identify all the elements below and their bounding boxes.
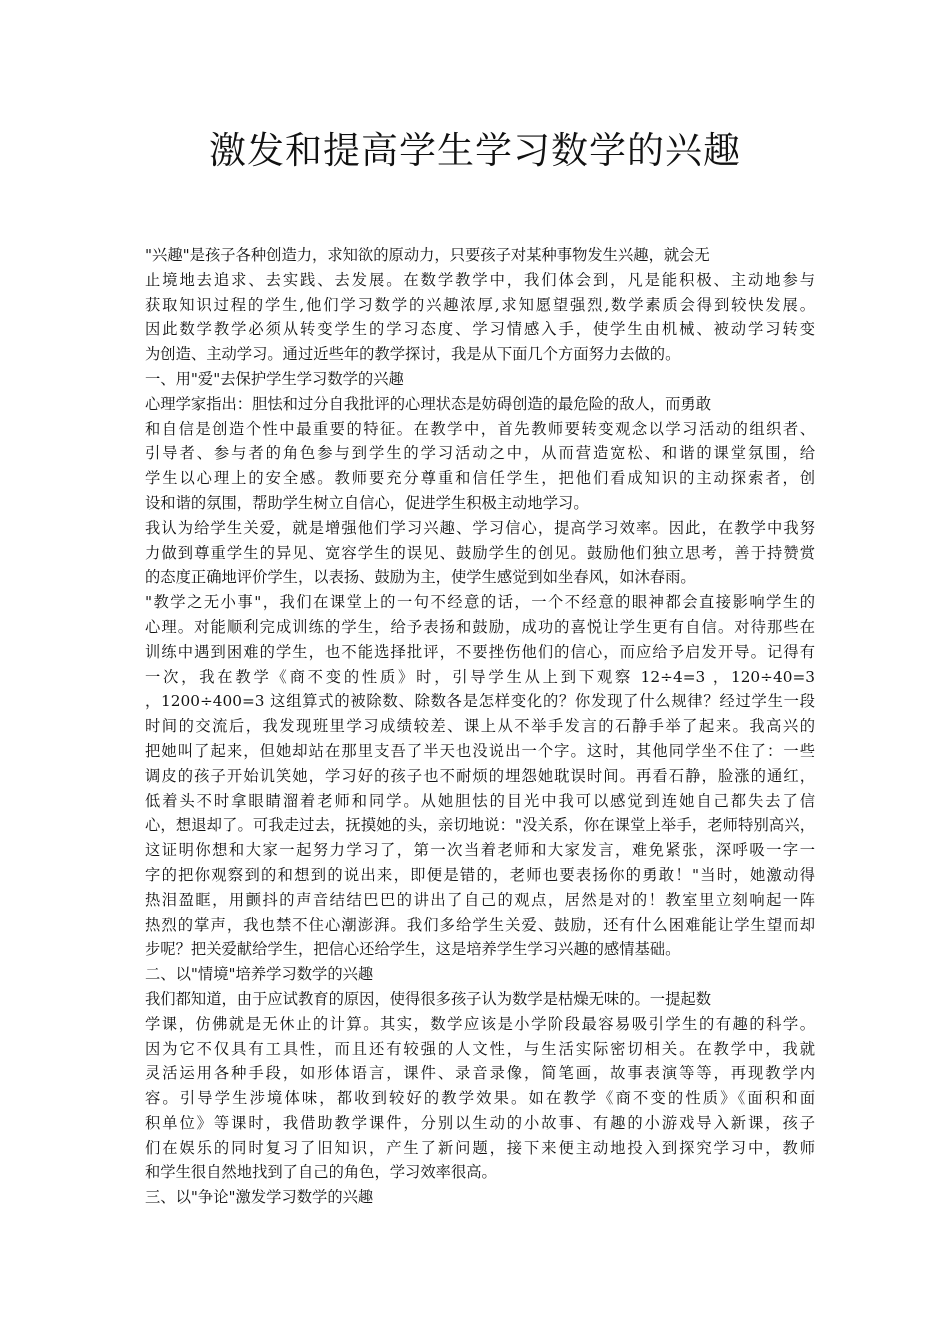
section-heading: 一、用"爱"去保护学生学习数学的兴趣 (145, 369, 404, 388)
paragraph-line: 学生以心理上的安全感。教师要充分尊重和信任学生，把他们看成知识的主动探索者，创 (145, 469, 815, 488)
paragraph-line: 灵活运用各种手段，如形体语言，课件、录音录像，简笔画，故事表演等等，再现教学内 (145, 1064, 815, 1083)
paragraph-line: 力做到尊重学生的异见、宽容学生的误见、鼓励学生的创见。鼓励他们独立思考，善于持赞赏 (145, 543, 815, 562)
paragraph-line: 因此数学教学必须从转变学生的学习态度、学习情感入手，使学生由机械、被动学习转变 (145, 320, 815, 339)
paragraph-line: 积单位》等课时，我借助教学课件，分别以生动的小故事、有趣的小游戏导入新课，孩子 (145, 1113, 815, 1132)
paragraph-line: "教学之无小事"，我们在课堂上的一句不经意的话，一个不经意的眼神都会直接影响学生的 (145, 593, 815, 612)
paragraph-line: 因为它不仅具有工具性，而且还有较强的人文性，与生活实际密切相关。在教学中，我就 (145, 1039, 815, 1058)
paragraph-line: 我们都知道，由于应试教育的原因，使得很多孩子认为数学是枯燥无味的。一提起数 (145, 989, 711, 1008)
paragraph-line: 低着头不时拿眼睛溜着老师和同学。从她胆怯的目光中我可以感觉到连她自己都失去了信 (145, 791, 815, 810)
paragraph-line: 为创造、主动学习。通过近些年的教学探讨，我是从下面几个方面努力去做的。 (145, 345, 681, 364)
paragraph-line: 和学生很自然地找到了自己的角色，学习效率很高。 (145, 1163, 497, 1182)
paragraph-line: "兴趣"是孩子各种创造力，求知欲的原动力，只要孩子对某种事物发生兴趣，就会无 (145, 246, 710, 264)
paragraph-line: 我认为给学生关爱，就是增强他们学习兴趣、学习信心，提高学习效率。因此，在教学中我努 (145, 518, 815, 537)
paragraph-line: 训练中遇到困难的学生，也不能选择批评，不要挫伤他们的信心，而应给予启发开导。记得有 (145, 642, 815, 661)
section-heading: 三、以"争论"激发学习数学的兴趣 (145, 1188, 374, 1207)
paragraph-line: 获取知识过程的学生,他们学习数学的兴趣浓厚,求知愿望强烈,数学素质会得到较快发展。 (145, 295, 815, 314)
section-heading: 二、以"情境"培养学习数学的兴趣 (145, 965, 374, 984)
paragraph-line: 时间的交流后，我发现班里学习成绩较差、课上从不举手发言的石静手举了起来。我高兴的 (145, 717, 815, 736)
paragraph-line: 设和谐的氛围，帮助学生树立自信心，促进学生积极主动地学习。 (145, 493, 589, 512)
paragraph-line: 把她叫了起来，但她却站在那里支吾了半天也没说出一个字。这时，其他同学坐不住了：一些 (145, 741, 815, 760)
paragraph-line: 热烈的掌声，我也禁不住心潮澎湃。我们多给学生关爱、鼓励，还有什么困难能让学生望而却 (145, 915, 815, 934)
paragraph-line: 心，想退却了。可我走过去，抚摸她的头，亲切地说："没关系，你在课堂上举手，老师特别高兴， (145, 816, 815, 835)
paragraph-line: 字的把你观察到的和想到的说出来，即便是错的，老师也要表扬你的勇敢！"当时，她激动得 (145, 865, 815, 884)
paragraph-line: 的态度正确地评价学生，以表扬、鼓励为主，使学生感觉到如坐春风，如沐春雨。 (145, 568, 696, 587)
paragraph-line: 步呢？把关爱献给学生，把信心还给学生，这是培养学生学习兴趣的感情基础。 (145, 940, 681, 959)
paragraph-line: 心理。对能顺利完成训练的学生，给予表扬和鼓励，成功的喜悦让学生更有自信。对待那些在 (145, 617, 815, 636)
paragraph-line: 心理学家指出：胆怯和过分自我批评的心理状态是妨碍创造的最危险的敌人，而勇敢 (145, 394, 711, 413)
paragraph-line: 一次，我在教学《商不变的性质》时，引导学生从上到下观察 12÷4=3 ，120÷40=3 (145, 667, 815, 686)
paragraph-line: 调皮的孩子开始讥笑她，学习好的孩子也不耐烦的埋怨她耽误时间。再看石静，脸涨的通红， (145, 766, 815, 785)
paragraph-line: 引导者、参与者的角色参与到学生的学习活动之中，从而营造宽松、和谐的课堂氛围，给 (145, 444, 815, 463)
document-title: 激发和提高学生学习数学的兴趣 (209, 129, 741, 172)
paragraph-line: 和自信是创造个性中最重要的特征。在教学中，首先教师要转变观念以学习活动的组织者、 (145, 419, 815, 438)
paragraph-line: 学课，仿佛就是无休止的计算。其实，数学应该是小学阶段最容易吸引学生的有趣的科学。 (145, 1014, 815, 1033)
document-body (145, 243, 815, 1210)
paragraph-line: 这证明你想和大家一起努力学习了，第一次当着老师和大家发言，难免紧张，深呼吸一字一 (145, 841, 815, 860)
paragraph-line: ，1200÷400=3 这组算式的被除数、除数各是怎样变化的？你发现了什么规律？经过学生一段 (145, 692, 815, 711)
paragraph-line: 热泪盈眶，用颤抖的声音结结巴巴的讲出了自己的观点，居然是对的！教室里立刻响起一阵 (145, 890, 815, 909)
paragraph-line: 止境地去追求、去实践、去发展。在数学教学中，我们体会到，凡是能积极、主动地参与 (145, 270, 815, 289)
paragraph-line: 容。引导学生涉境体味，都收到较好的教学效果。如在教学《商不变的性质》《面积和面 (145, 1089, 815, 1108)
paragraph-line: 们在娱乐的同时复习了旧知识，产生了新问题，接下来便主动地投入到探究学习中，教师 (145, 1138, 815, 1157)
